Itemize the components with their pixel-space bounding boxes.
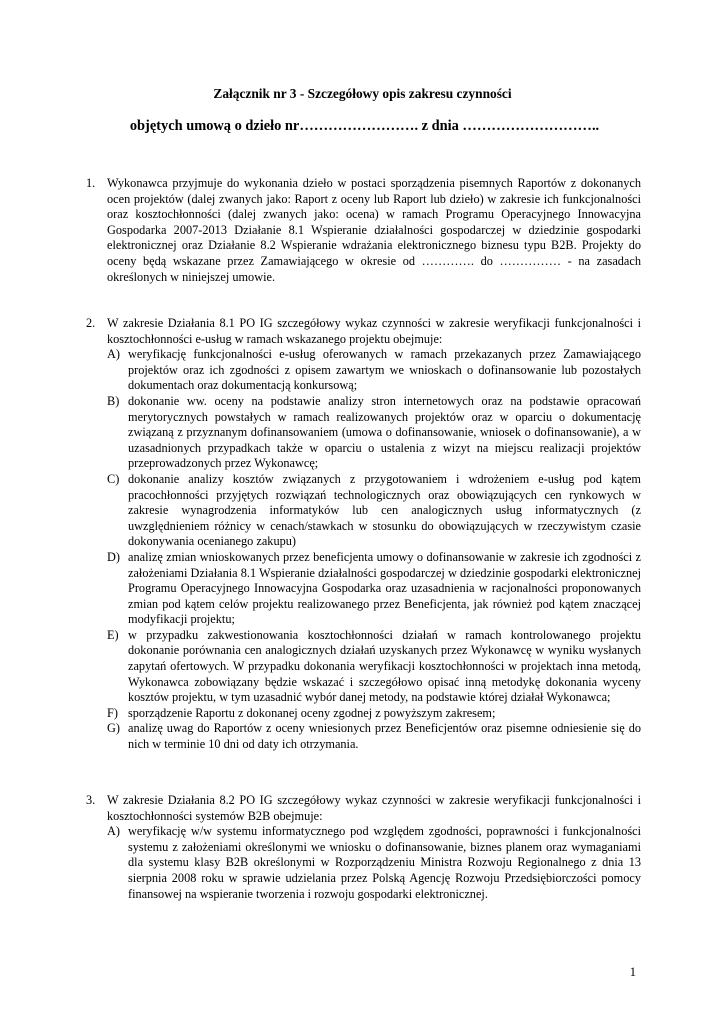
list-item-3 bbox=[86, 793, 641, 902]
sub-item-label: D) bbox=[107, 549, 120, 564]
document-subtitle: objętych umową o dzieło nr……………………. z dnia ……………………….. bbox=[129, 118, 600, 134]
sub-item-g bbox=[107, 721, 641, 752]
sub-item-text: w przypadku zakwestionowania kosztochłonności działań w ramach kontrolowanego projektu dokonanie porównania cen analogicznych działań uzyskanych przez Wykonawcę w wyniku wysłanych zapytań ofertowych. W przypadku dokonania weryfikacji kosztochłonności w projektach inna metodą, Wykonawca zobowiązany będzie wskazać i szczegółowo opisać inną metodykę dokonania wyceny kosztów projektu, w tym uzasadnić wybór danej metody, na podstawie której działał Wykonawca; bbox=[128, 627, 641, 705]
list-item-text: W zakresie Działania 8.1 PO IG szczegółowy wykaz czynności w zakresie weryfikacji funkcjonalności i kosztochłonności e-usług w ramach wskazanego projektu obejmuje: bbox=[107, 316, 641, 346]
list-item-number: 1. bbox=[86, 176, 96, 190]
sub-item-b bbox=[107, 393, 641, 472]
sub-item-label: A) bbox=[107, 824, 120, 839]
list-item-1 bbox=[86, 176, 641, 285]
sub-item-label: G) bbox=[107, 721, 120, 736]
sub-item-text: weryfikację w/w systemu informatycznego pod względem zgodności, poprawności i funkcjonalności systemu z założeniami określonymi we wniosku o dofinansowanie, biznes planem oraz wymaganiami dla systemu klasy B2B określonymi w Rozporządzeniu Ministra Rozwoju Regionalnego z dnia 13 sierpnia 2008 roku w sprawie udzielania przez Polską Agencję Rozwoju Przedsiębiorczości pomocy finansowej na wspieranie tworzenia i rozwoju gospodarki elektronicznej. bbox=[128, 824, 641, 901]
sub-item-text: dokonanie analizy kosztów związanych z przygotowaniem i wdrożeniem e-usług pod kątem pracochłonności przyjętych rozwiązań technologicznych oraz obowiązujących cen rynkowych w zakresie wynagrodzenia informatyków lub cen analogicznych usług informatycznych (z uwzględnieniem różnicy w cenach/stawkach w stosunku do obowiązujących w rzeczywistym czasie dokonywania ocenianego zakupu) bbox=[128, 471, 641, 549]
sub-item-text: sporządzenie Raportu z dokonanej oceny zgodnej z powyższym zakresem; bbox=[128, 705, 496, 720]
list-item-number: 2. bbox=[86, 316, 96, 330]
sub-item-text: weryfikację funkcjonalności e-usług oferowanych w ramach przekazanych przez Zamawiającego projektów oraz ich zgodności z opisem zawartym we wnioskach o dofinansowanie lub pozostałych dokumentach oraz dokumentacją konkursową; bbox=[128, 347, 641, 393]
page-number: 1 bbox=[629, 965, 636, 979]
sub-item-e bbox=[107, 627, 641, 706]
sub-item-a bbox=[107, 347, 641, 394]
document-title: Załącznik nr 3 - Szczegółowy opis zakresu czynności bbox=[213, 86, 512, 101]
list-item-text: W zakresie Działania 8.2 PO IG szczegółowy wykaz czynności w zakresie weryfikacji funkcjonalności i kosztochłonności systemów B2B obejmuje: bbox=[107, 793, 641, 823]
sub-item-label: B) bbox=[107, 393, 120, 408]
sub-item-a bbox=[107, 824, 641, 902]
sub-item-text: analizę zmian wnioskowanych przez beneficjenta umowy o dofinansowanie w zakresie ich zgodności z założeniami Działania 8.1 Wspieranie działalności gospodarczej w dziedzinie gospodarki elektronicznej Programu Operacyjnego Innowacyjna Gospodarka oraz uzasadnienia w racjonalności proponowanych zmian pod kątem celów projektu realizowanego przez Beneficjenta, jak również pod kątem znaczącej modyfikacji projektu; bbox=[128, 549, 641, 627]
sub-item-text: analizę uwag do Raportów z oceny wniesionych przez Beneficjentów oraz pisemne odniesienie się do nich w terminie 10 dni od daty ich otrzymania. bbox=[128, 721, 641, 752]
sub-item-c bbox=[107, 471, 641, 550]
sub-item-label: E) bbox=[107, 627, 119, 642]
list-item-2 bbox=[86, 316, 641, 753]
list-item-text: Wykonawca przyjmuje do wykonania dzieło w postaci sporządzenia pisemnych Raportów z dokonanych ocen projektów (dalej zwanych jako: Raport z oceny lub Raport lub dzieło) w zakresie ich funkcjonalności oraz kosztochłonności (dalej zwanych jako: ocena) w ramach Programu Operacyjnego Innowacyjna Gospodarka 2007-2013 Działanie 8.1 Wspieranie działalności gospodarczej w dziedzinie gospodarki elektronicznej oraz Działanie 8.2 Wspieranie wdrażania elektronicznego biznesu typu B2B. Projekty do oceny będą wskazane przez Zamawiającego w okresie od …………. do …………… - na zasadach określonych w niniejszej umowie. bbox=[107, 176, 641, 284]
sub-item-f bbox=[107, 705, 641, 722]
sub-item-label: C) bbox=[107, 471, 120, 486]
list-item-number: 3. bbox=[86, 793, 96, 807]
sub-item-label: A) bbox=[107, 347, 120, 362]
sub-item-label: F) bbox=[107, 705, 118, 720]
sub-item-text: dokonanie ww. oceny na podstawie analizy stron internetowych oraz na podstawie opracowań merytorycznych powstałych w ramach realizowanych projektów oraz w oparciu o dokumentację związaną z przyznanym dofinansowaniem (umowa o dofinansowanie, wniosek o dofinansowanie), a w uzasadnionych przypadkach także w oparciu o ustalenia z wizyt na miejscu realizacji projektów przeprowadzonych przez Wykonawcę; bbox=[128, 393, 641, 471]
sub-item-d bbox=[107, 549, 641, 628]
